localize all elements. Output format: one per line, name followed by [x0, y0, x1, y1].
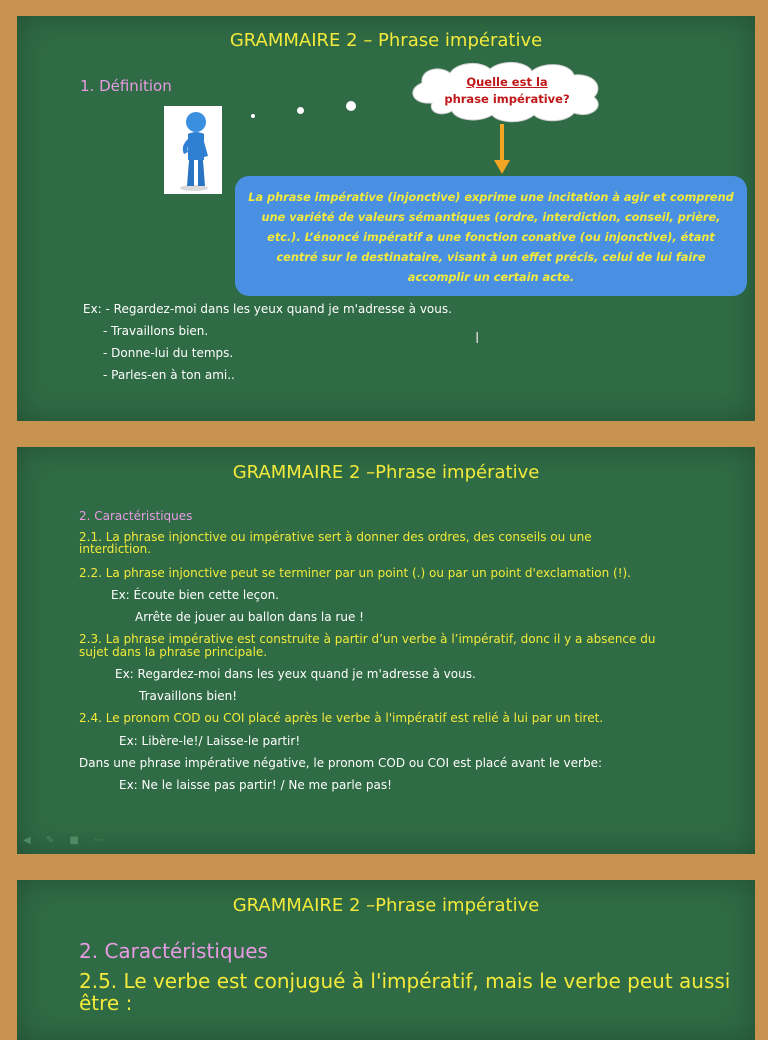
example-item: Ex: - Regardez-moi dans les yeux quand je m'adresse à vous.	[83, 302, 452, 316]
section-heading: 2. Caractéristiques	[79, 939, 268, 963]
slide-3	[17, 880, 755, 1040]
slide-2	[17, 447, 755, 854]
rule-2-4: 2.4. Le pronom COD ou COI placé après le verbe à l'impératif est relié à lui par un tiret.	[79, 711, 604, 725]
cloud-line-2: phrase impérative?	[444, 92, 570, 106]
example-2-2-a: Ex: Écoute bien cette leçon.	[111, 588, 279, 602]
example-2-2-b: Arrête de jouer au ballon dans la rue !	[135, 610, 364, 624]
rule-2-3-line-1: 2.3. La phrase impérative est construite à partir d’un verbe à l’impératif, donc il y a absence du	[79, 632, 656, 646]
definition-box: La phrase impérative (injonctive) exprime une incitation à agir et comprend une variété de valeurs sémantiques (ordre, interdiction, conseil, prière, etc.). L’énoncé impératif a une fonction conative (ou injonctive), étant centré sur le destinataire, visant à un effet précis, celui de lui faire accomplir un certain acte.	[235, 176, 747, 296]
example-2-4: Ex: Libère-le!/ Laisse-le partir!	[119, 734, 301, 748]
section-heading: 1. Définition	[80, 77, 172, 95]
rule-2-1-line-1: 2.1. La phrase injonctive ou impérative sert à donner des ordres, des conseils ou une	[79, 530, 592, 544]
example-item: - Parles-en à ton ami..	[103, 368, 235, 382]
example-2-3-a: Ex: Regardez-moi dans les yeux quand je m'adresse à vous.	[115, 667, 476, 681]
rule-2-5: 2.5. Le verbe est conjugué à l'impératif, mais le verbe peut aussi être :	[79, 969, 731, 1015]
text-cursor-icon: I	[475, 329, 480, 347]
down-arrow-icon	[494, 124, 510, 174]
example-item: - Donne-lui du temps.	[103, 346, 234, 360]
slide-title: GRAMMAIRE 2 –Phrase impérative	[232, 895, 540, 916]
rule-2-3-line-2: sujet dans la phrase principale.	[79, 645, 268, 659]
rule-2-1-line-2: interdiction.	[79, 542, 152, 556]
person-figure-icon	[164, 106, 222, 194]
slide-nav-controls[interactable]: ◀ ✎ ■ ⋯	[23, 835, 111, 846]
slide-title: GRAMMAIRE 2 – Phrase impérative	[229, 30, 543, 51]
thought-dot	[346, 101, 356, 111]
example-negative: Ex: Ne le laisse pas partir! / Ne me parle pas!	[119, 778, 392, 792]
example-2-3-b: Travaillons bien!	[139, 689, 238, 703]
thought-dot	[297, 107, 304, 114]
thought-dot	[251, 114, 255, 118]
slide-1	[17, 16, 755, 421]
cloud-question	[402, 74, 612, 108]
slide-title: GRAMMAIRE 2 –Phrase impérative	[232, 462, 540, 483]
cloud-line-1: Quelle est la	[466, 75, 548, 89]
section-heading: 2. Caractéristiques	[79, 509, 193, 523]
examples-list	[83, 298, 452, 386]
rule-2-2: 2.2. La phrase injonctive peut se terminer par un point (.) ou par un point d'exclamation (!).	[79, 566, 631, 580]
example-item: - Travaillons bien.	[103, 324, 209, 338]
thinking-person-image	[164, 106, 222, 194]
negative-rule: Dans une phrase impérative négative, le pronom COD ou COI est placé avant le verbe:	[79, 756, 603, 770]
